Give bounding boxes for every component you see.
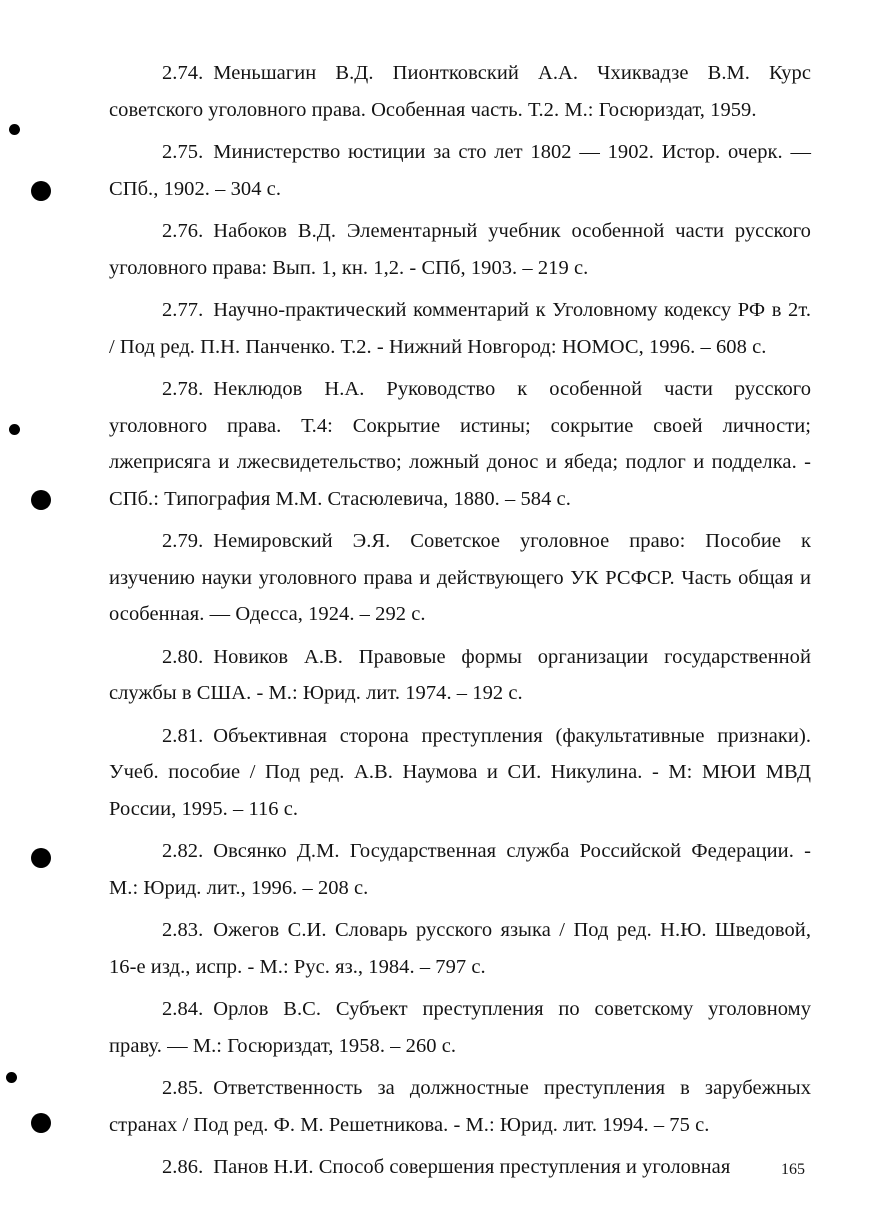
entry-number: 2.77.: [162, 299, 204, 321]
binding-hole-mark: [9, 124, 20, 135]
entry-text: Меньшагин В.Д. Пионтковский А.А. Чхиквадзе В.М. Курс советского уголовного права. Особенная часть. Т.2. М.: Госюриздат, 1959.: [109, 62, 811, 121]
bibliography-entry: [109, 1149, 811, 1186]
entry-number: 2.81.: [162, 724, 204, 747]
entry-number: 2.74.: [162, 62, 204, 84]
bibliography-entry: [109, 523, 811, 633]
entry-text: Неклюдов Н.А. Руководство к особенной части русского уголовного права. Т.4: Сокрытие истины; сокрытие своей личности; лжеприсяга и лжесвидетельство; ложный донос и ябеда; подлог и подделка. - СПб.: Типография М.М. Стасюлевича, 1880. – 584 с.: [109, 378, 811, 510]
entry-number: 2.82.: [162, 840, 204, 862]
entry-text: Объективная сторона преступления (факультативные признаки). Учеб. пособие / Под ред. А.В. Наумова и СИ. Никулина. - М: МЮИ МВД России, 1995. – 116 с.: [109, 724, 811, 820]
binding-hole-mark: [9, 424, 20, 435]
bibliography-entry: [109, 55, 811, 128]
binding-hole-mark: [31, 490, 51, 510]
entry-number: 2.86.: [162, 1156, 204, 1178]
bibliography-list: [109, 55, 811, 1192]
binding-hole-mark: [31, 1113, 51, 1133]
bibliography-entry: [109, 292, 811, 365]
entry-text: Овсянко Д.М. Государственная служба Российской Федерации. - М.: Юрид. лит., 1996. – 208 с.: [109, 840, 811, 899]
entry-number: 2.84.: [162, 998, 204, 1020]
bibliography-entry: [109, 1070, 811, 1143]
entry-number: 2.75.: [162, 141, 204, 163]
entry-number: 2.83.: [162, 919, 204, 941]
entry-text: Научно-практический комментарий к Уголовному кодексу РФ в 2т. / Под ред. П.Н. Панченко. Т.2. - Нижний Новгород: НОМОС, 1996. – 608 с.: [109, 299, 811, 358]
bibliography-entry: [109, 833, 811, 906]
binding-hole-mark: [31, 181, 51, 201]
entry-number: 2.85.: [162, 1077, 204, 1099]
bibliography-entry: [109, 639, 811, 712]
entry-text: Панов Н.И. Способ совершения преступления и уголовная: [213, 1156, 731, 1178]
binding-hole-mark: [31, 848, 51, 868]
entry-text: Набоков В.Д. Элементарный учебник особенной части русского уголовного права: Вып. 1, кн. 1,2. - СПб, 1903. – 219 с.: [109, 220, 811, 279]
entry-text: Ожегов С.И. Словарь русского языка / Под ред. Н.Ю. Шведовой, 16-е изд., испр. - М.: Рус. яз., 1984. – 797 с.: [109, 919, 811, 978]
bibliography-entry: [109, 371, 811, 517]
bibliography-entry: [109, 912, 811, 985]
bibliography-entry: [109, 991, 811, 1064]
binding-hole-mark: [6, 1072, 17, 1083]
bibliography-entry: [109, 134, 811, 207]
bibliography-entry: [109, 213, 811, 286]
bibliography-entry: [109, 718, 811, 828]
entry-text: Орлов В.С. Субъект преступления по советскому уголовному праву. — М.: Госюриздат, 1958. – 260 с.: [109, 998, 811, 1057]
entry-number: 2.78.: [162, 378, 204, 400]
entry-number: 2.79.: [162, 530, 204, 552]
entry-text: Ответственность за должностные преступления в зарубежных странах / Под ред. Ф. М. Решетникова. - М.: Юрид. лит. 1994. – 75 с.: [109, 1077, 811, 1136]
entry-number: 2.80.: [162, 645, 204, 668]
entry-text: Министерство юстиции за сто лет 1802 — 1902. Истор. очерк. — СПб., 1902. – 304 с.: [109, 141, 811, 200]
page-number: 165: [781, 1161, 805, 1178]
entry-text: Немировский Э.Я. Советское уголовное право: Пособие к изучению науки уголовного права и действующего УК РСФСР. Часть общая и особенная. — Одесса, 1924. – 292 с.: [109, 530, 811, 625]
entry-text: Новиков А.В. Правовые формы организации государственной службы в США. - М.: Юрид. лит. 1974. – 192 с.: [109, 645, 811, 704]
entry-number: 2.76.: [162, 220, 204, 242]
